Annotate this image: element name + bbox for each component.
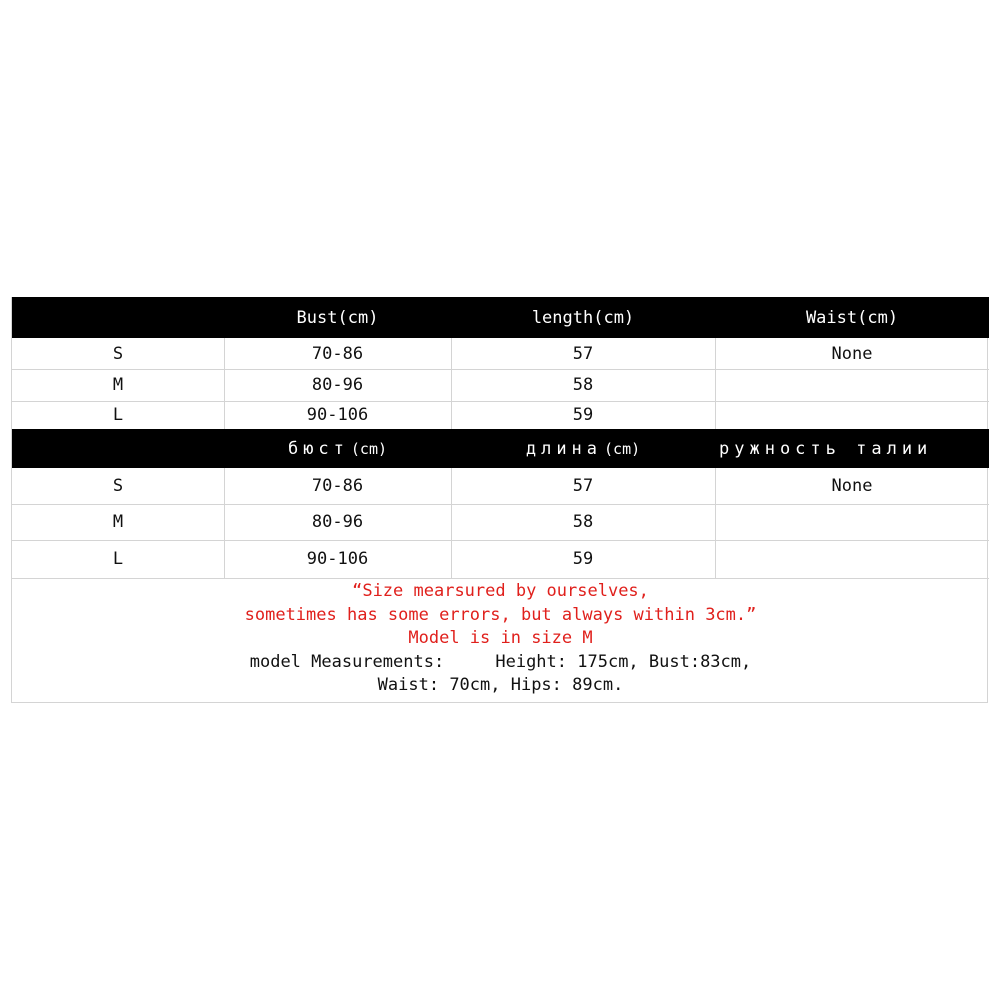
length-value: 59 — [572, 405, 594, 425]
table-row — [12, 369, 989, 401]
column-divider — [715, 468, 716, 578]
waist-value — [715, 401, 989, 429]
model-size-note: Model is in size M — [408, 628, 593, 648]
table-row — [12, 338, 989, 369]
header-bust-ru-label: бюст — [287, 438, 349, 459]
bust-value: 70-86 — [311, 476, 364, 496]
table-row — [12, 540, 989, 578]
length-value: 58 — [572, 512, 594, 532]
note-line: sometimes has some errors, but always within 3cm.” — [244, 604, 757, 625]
row-divider — [12, 401, 989, 402]
column-divider — [715, 338, 716, 429]
header-size-ru — [12, 429, 224, 468]
bust-value: 90-106 — [306, 405, 369, 425]
size-chart — [11, 297, 988, 703]
bust-value: 70-86 — [311, 343, 364, 364]
waist-value — [715, 369, 989, 401]
row-divider — [12, 504, 989, 505]
header-size — [12, 297, 224, 338]
table-row — [12, 504, 989, 540]
header-length-ru-unit: (cm) — [604, 439, 641, 458]
header-bust-ru — [224, 429, 451, 468]
length-value: 57 — [572, 343, 594, 364]
header-length: length(cm) — [531, 307, 635, 328]
size-label: M — [112, 375, 124, 395]
waist-value — [715, 504, 989, 540]
size-table-header — [12, 297, 989, 338]
bust-value: 80-96 — [311, 375, 364, 395]
size-label: S — [112, 476, 124, 496]
length-value: 59 — [572, 549, 594, 569]
size-label: L — [112, 405, 124, 425]
waist-value — [715, 540, 989, 578]
length-value: 58 — [572, 375, 594, 395]
column-divider — [451, 468, 452, 578]
row-divider — [12, 540, 989, 541]
waist-value: None — [831, 343, 873, 364]
length-value: 57 — [572, 476, 594, 496]
header-length-ru-label: длина — [525, 438, 603, 459]
table-row — [12, 468, 989, 504]
header-length-ru — [451, 429, 715, 468]
size-label: S — [112, 343, 124, 364]
header-bust: Bust(cm) — [296, 307, 379, 328]
waist-value: None — [831, 476, 873, 496]
note-line: “Size mearsured by ourselves, — [352, 581, 649, 601]
column-divider — [224, 338, 225, 429]
size-label: M — [112, 512, 124, 532]
size-label: L — [112, 549, 124, 569]
table-row — [12, 401, 989, 429]
header-waist: Waist(cm) — [805, 307, 899, 328]
column-divider — [451, 338, 452, 429]
measurement-note — [12, 580, 989, 698]
size-table-header-ru — [12, 429, 989, 468]
row-divider — [12, 369, 989, 370]
row-divider — [12, 578, 989, 579]
bust-value: 90-106 — [306, 549, 369, 569]
header-bust-ru-unit: (cm) — [350, 439, 388, 458]
model-measurements: model Measurements: Height: 175cm, Bust:83cm, — [249, 651, 752, 672]
header-waist-ru: ружность талии — [719, 438, 933, 459]
bust-value: 80-96 — [311, 512, 364, 532]
column-divider — [224, 468, 225, 578]
model-measurements: Waist: 70cm, Hips: 89cm. — [377, 675, 624, 695]
